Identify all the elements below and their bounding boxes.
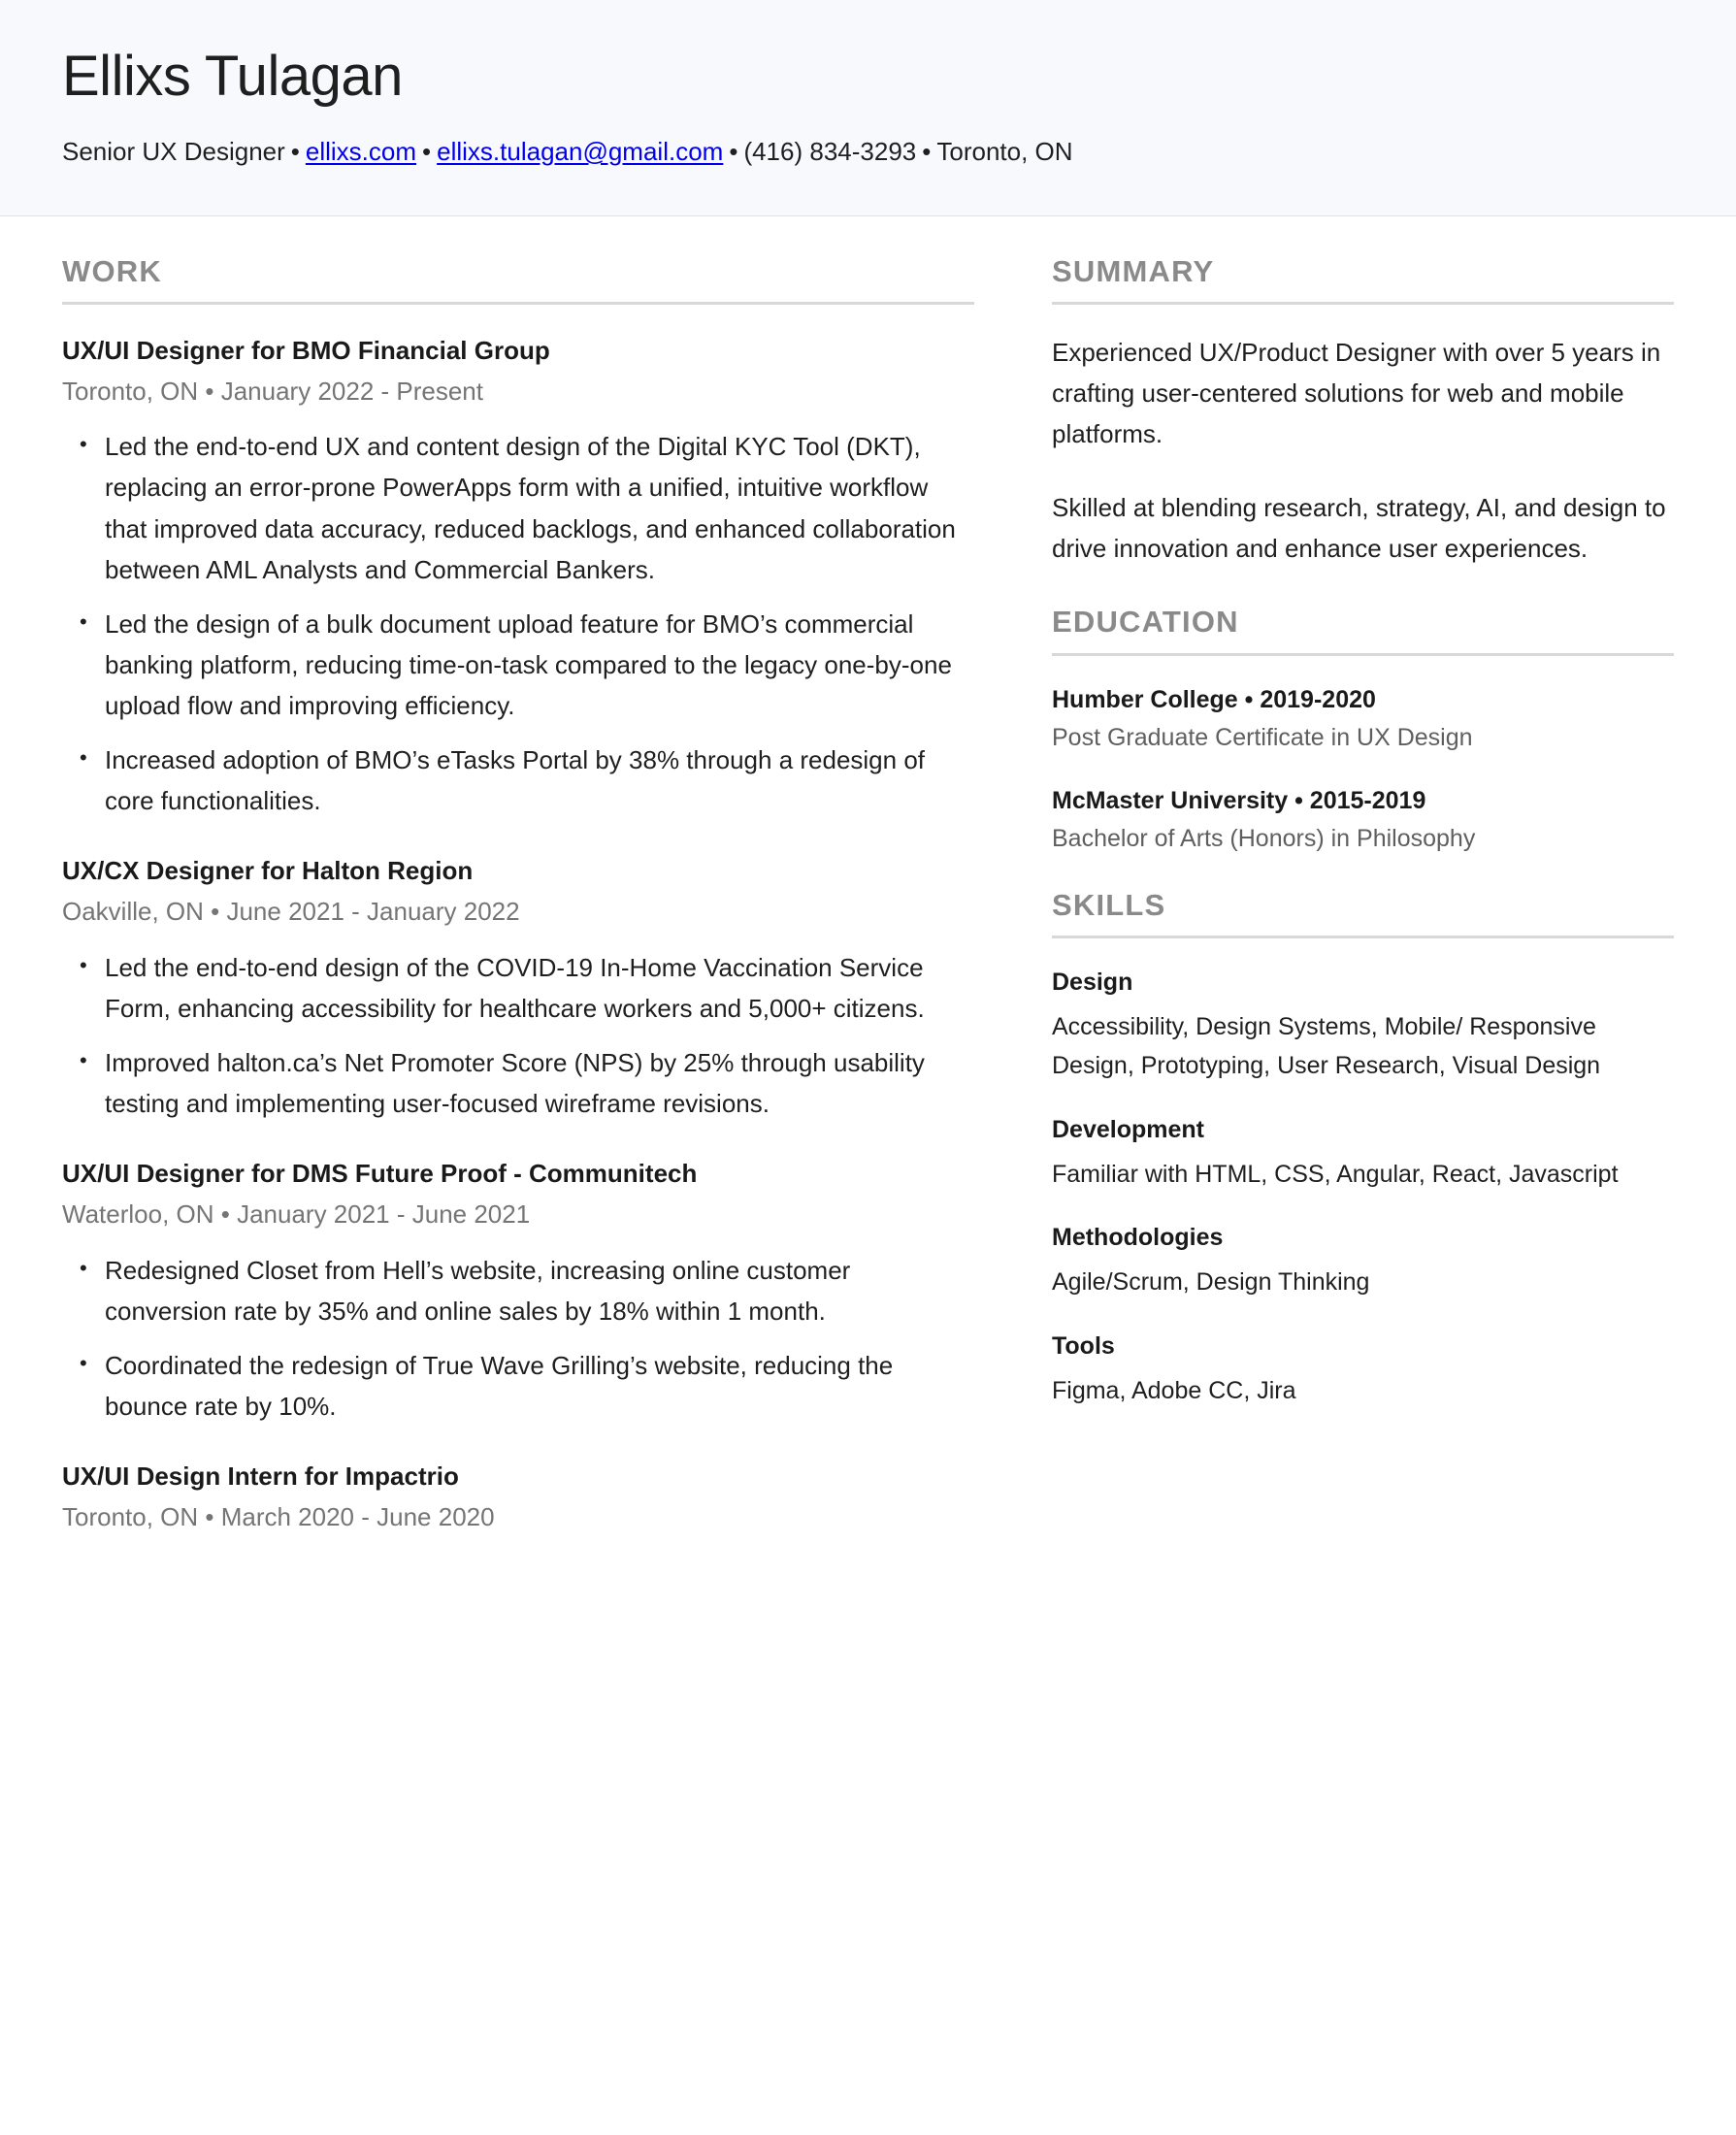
location-label: Toronto, ON bbox=[936, 136, 1073, 166]
skills-section-title: SKILLS bbox=[1052, 887, 1166, 922]
education-school: McMaster University • 2015-2019 bbox=[1052, 786, 1426, 814]
education-school: Humber College • 2019-2020 bbox=[1052, 685, 1376, 713]
education-section-divider bbox=[1052, 653, 1674, 656]
job-meta: Oakville, ON • June 2021 - January 2022 bbox=[62, 897, 520, 927]
summary-section-divider bbox=[1052, 302, 1674, 305]
contact-separator-2: • bbox=[422, 136, 432, 166]
right-column bbox=[1032, 216, 1674, 1414]
job-bullet: • Led the end-to-end UX and content design of the Digital KYC Tool (DKT), replacing an error-prone PowerApps form with a unified, intuitive workflow that improved data accuracy, reduced backlogs, and enhanced collaboration between AML Analysts and Commercial Bankers. bbox=[62, 426, 974, 589]
education-section bbox=[1052, 606, 1674, 855]
job-bullet: • Increased adoption of BMO’s eTasks Portal by 38% through a redesign of core functionalities. bbox=[62, 739, 974, 821]
resume-body bbox=[0, 216, 1736, 1578]
job-title: UX/UI Designer for DMS Future Proof - Communitech bbox=[62, 1159, 698, 1189]
work-section-title: WORK bbox=[62, 253, 162, 288]
job-bullet-list bbox=[62, 426, 974, 821]
job-bullet: • Redesigned Closet from Hell’s website, increasing online customer conversion rate by 35% and online sales by 18% within 1 month. bbox=[62, 1250, 974, 1331]
skills-section bbox=[1052, 889, 1674, 1411]
job-meta: Waterloo, ON • January 2021 - June 2021 bbox=[62, 1199, 531, 1230]
skills-section-divider bbox=[1052, 936, 1674, 938]
work-entry bbox=[62, 1460, 974, 1534]
work-entry bbox=[62, 334, 974, 821]
education-degree: Post Graduate Certificate in UX Design bbox=[1052, 723, 1473, 751]
skill-group bbox=[1052, 1221, 1674, 1302]
job-bullet-list bbox=[62, 947, 974, 1124]
job-bullet: • Coordinated the redesign of True Wave Grilling’s website, reducing the bounce rate by 10%. bbox=[62, 1345, 974, 1427]
skill-group-label: Design bbox=[1052, 968, 1133, 996]
job-title: UX/CX Designer for Halton Region bbox=[62, 856, 474, 886]
work-entry bbox=[62, 1157, 974, 1427]
contact-separator-1: • bbox=[290, 136, 300, 166]
skill-group bbox=[1052, 1330, 1674, 1411]
summary-section bbox=[1052, 255, 1674, 570]
job-meta: Toronto, ON • January 2022 - Present bbox=[62, 376, 483, 406]
job-role-label: Senior UX Designer bbox=[62, 136, 285, 166]
phone-number: (416) 834-3293 bbox=[743, 136, 917, 166]
summary-paragraph: Skilled at blending research, strategy, AI, and design to drive innovation and enhance user experiences. bbox=[1052, 493, 1666, 564]
job-meta: Toronto, ON • March 2020 - June 2020 bbox=[62, 1502, 495, 1532]
job-bullet-list bbox=[62, 1250, 974, 1427]
summary-paragraph: Experienced UX/Product Designer with over 5 years in crafting user-centered solutions for web and mobile platforms. bbox=[1052, 337, 1661, 449]
education-degree: Bachelor of Arts (Honors) in Philosophy bbox=[1052, 824, 1476, 852]
summary-section-title: SUMMARY bbox=[1052, 253, 1215, 288]
skill-group bbox=[1052, 966, 1674, 1086]
website-link[interactable]: ellixs.com bbox=[305, 136, 417, 166]
job-bullet: • Improved halton.ca’s Net Promoter Score (NPS) by 25% through usability testing and implementing user-focused wireframe revisions. bbox=[62, 1042, 974, 1124]
skill-group-values: Agile/Scrum, Design Thinking bbox=[1052, 1268, 1370, 1297]
education-entry bbox=[1052, 683, 1674, 755]
education-skills-spacer bbox=[1052, 860, 1674, 889]
job-title: UX/UI Design Intern for Impactrio bbox=[62, 1462, 459, 1492]
job-bullet: • Led the design of a bulk document upload feature for BMO’s commercial banking platform, reducing time-on-task compared to the legacy one-by-one upload flow and improving efficiency. bbox=[62, 604, 974, 726]
left-column bbox=[62, 216, 1032, 1539]
skill-group bbox=[1052, 1113, 1674, 1195]
job-title: UX/UI Designer for BMO Financial Group bbox=[62, 335, 550, 365]
contact-separator-3: • bbox=[729, 136, 738, 166]
skill-group-label: Tools bbox=[1052, 1331, 1115, 1360]
skill-group-values: Figma, Adobe CC, Jira bbox=[1052, 1376, 1296, 1404]
skill-group-label: Development bbox=[1052, 1115, 1204, 1143]
skill-group-values: Familiar with HTML, CSS, Angular, React, Javascript bbox=[1052, 1160, 1619, 1188]
skill-group-values: Accessibility, Design Systems, Mobile/ Responsive Design, Prototyping, User Research, Visual Design bbox=[1052, 1012, 1601, 1080]
work-section bbox=[62, 255, 974, 1535]
work-section-divider bbox=[62, 302, 974, 305]
page-title: Ellixs Tulagan bbox=[62, 45, 403, 108]
email-link[interactable]: ellixs.tulagan@gmail.com bbox=[437, 136, 724, 166]
education-entry bbox=[1052, 784, 1674, 856]
job-bullet: • Led the end-to-end design of the COVID-19 In-Home Vaccination Service Form, enhancing accessibility for healthcare workers and 5,000+ citizens. bbox=[62, 947, 974, 1029]
work-entry bbox=[62, 854, 974, 1124]
contact-line bbox=[62, 135, 1674, 169]
skill-group-label: Methodologies bbox=[1052, 1224, 1224, 1252]
summary-education-spacer bbox=[1052, 573, 1674, 606]
education-section-title: EDUCATION bbox=[1052, 605, 1239, 640]
contact-separator-4: • bbox=[922, 136, 932, 166]
resume-header bbox=[0, 0, 1736, 216]
